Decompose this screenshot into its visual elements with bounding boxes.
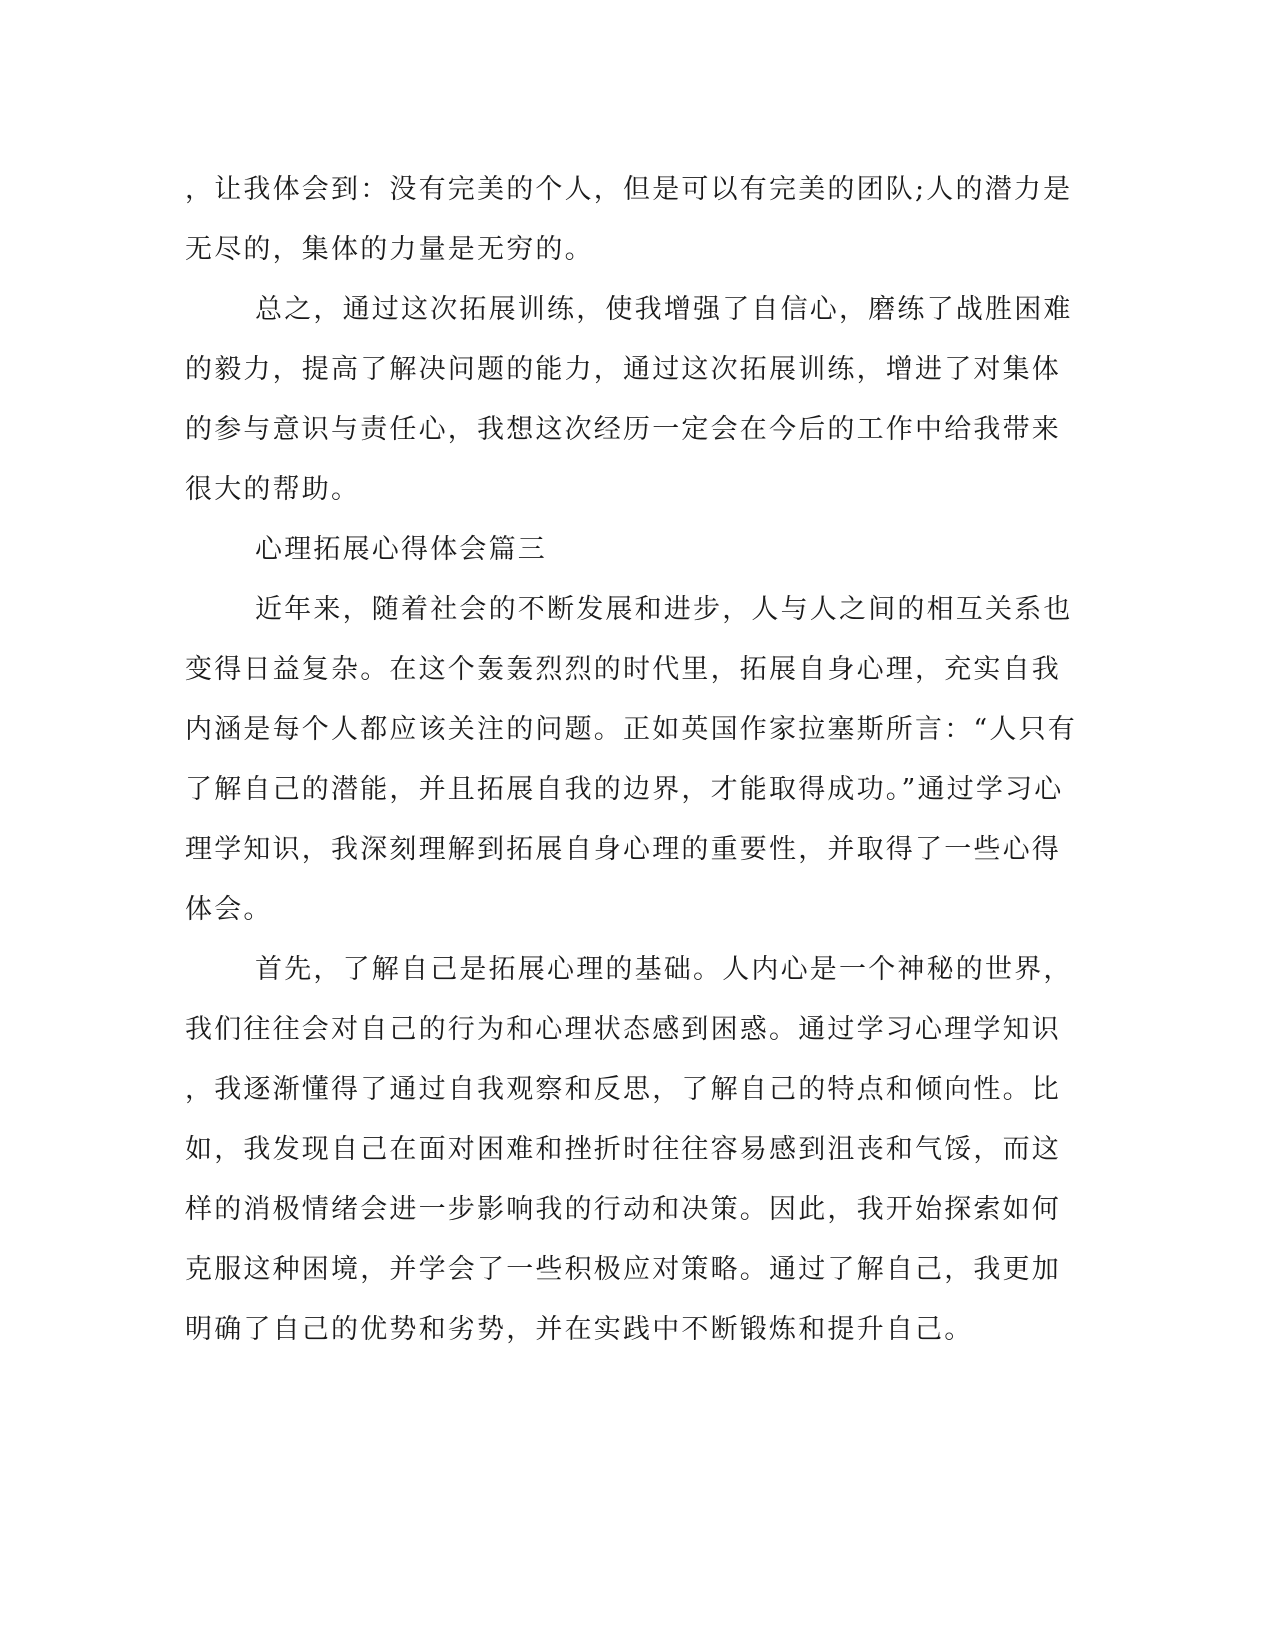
text-line: 理学知识，我深刻理解到拓展自身心理的重要性，并取得了一些心得 (185, 834, 1061, 865)
document-body (185, 160, 1078, 1360)
text-line: 我们往往会对自己的行为和心理状态感到困惑。通过学习心理学知识 (185, 1014, 1061, 1045)
text-line: 的毅力，提高了解决问题的能力，通过这次拓展训练，增进了对集体 (185, 354, 1061, 385)
text-line: 很大的帮助。 (185, 474, 361, 505)
text-line: ，让我体会到：没有完美的个人，但是可以有完美的团队;人的潜力是 (185, 174, 1073, 205)
section-heading: 心理拓展心得体会篇三 (255, 534, 547, 565)
text-line: 的参与意识与责任心，我想这次经历一定会在今后的工作中给我带来 (185, 414, 1061, 445)
text-line: 了解自己的潜能，并且拓展自我的边界，才能取得成功。”通过学习心 (185, 774, 1064, 805)
text-line: 内涵是每个人都应该关注的问题。正如英国作家拉塞斯所言：“人只有 (185, 714, 1078, 745)
paragraph-start-line: 首先，了解自己是拓展心理的基础。人内心是一个神秘的世界， (255, 954, 1073, 985)
text-line: 克服这种困境，并学会了一些积极应对策略。通过了解自己，我更加 (185, 1254, 1061, 1285)
text-line: 如，我发现自己在面对困难和挫折时往往容易感到沮丧和气馁，而这 (185, 1134, 1061, 1165)
text-line: 样的消极情绪会进一步影响我的行动和决策。因此，我开始探索如何 (185, 1194, 1061, 1225)
text-line: 变得日益复杂。在这个轰轰烈烈的时代里，拓展自身心理，充实自我 (185, 654, 1061, 685)
text-line: 体会。 (185, 894, 273, 925)
paragraph-start-line: 近年来，随着社会的不断发展和进步，人与人之间的相互关系也 (255, 594, 1073, 625)
text-line: 无尽的，集体的力量是无穷的。 (185, 234, 594, 265)
paragraph-start-line: 总之，通过这次拓展训练，使我增强了自信心，磨练了战胜困难 (255, 294, 1073, 325)
text-line: ，我逐渐懂得了通过自我观察和反思，了解自己的特点和倾向性。比 (185, 1074, 1061, 1105)
text-line: 明确了自己的优势和劣势，并在实践中不断锻炼和提升自己。 (185, 1314, 974, 1345)
